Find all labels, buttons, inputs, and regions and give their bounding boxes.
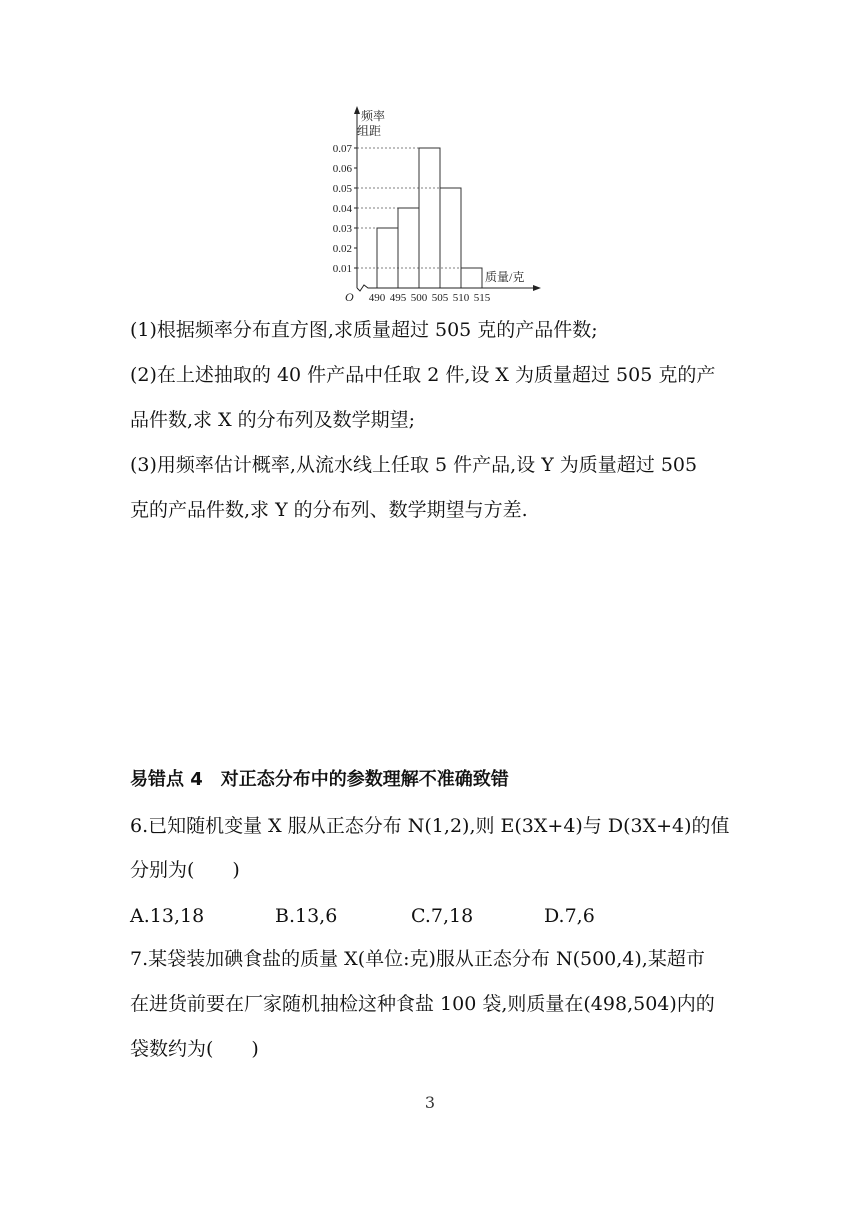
y-tick-label: 0.01 <box>332 263 352 275</box>
section-heading: 易错点 4 对正态分布中的参数理解不准确致错 <box>130 769 509 790</box>
frequency-histogram <box>318 102 548 306</box>
x-axis <box>357 285 537 291</box>
x-tick-label: 515 <box>473 292 491 304</box>
x-tick-label: 505 <box>431 292 449 304</box>
choice-c[interactable]: C.7,18 <box>411 905 474 927</box>
y-tick-label: 0.05 <box>332 183 352 195</box>
question-5-part-3-line-2: 克的产品件数,求 Y 的分布列、数学期望与方差. <box>130 499 528 521</box>
histogram-bar <box>461 268 482 288</box>
y-tick-label: 0.02 <box>332 243 352 255</box>
y-axis-label-top: 频率 <box>361 109 386 123</box>
y-tick-label: 0.06 <box>332 163 352 175</box>
x-tick-label: 510 <box>452 292 470 304</box>
y-tick-label: 0.03 <box>332 223 352 235</box>
histogram-bar <box>377 228 398 288</box>
question-5-part-3-line-1: (3)用频率估计概率,从流水线上任取 5 件产品,设 Y 为质量超过 505 <box>130 454 698 476</box>
question-7-line-3: 袋数约为( ) <box>130 1038 259 1060</box>
question-6-line-1: 6.已知随机变量 X 服从正态分布 N(1,2),则 E(3X+4)与 D(3X+4)的值 <box>130 815 730 837</box>
y-axis-arrow <box>354 106 360 114</box>
histogram-svg <box>318 102 548 306</box>
x-tick-label: 495 <box>389 292 407 304</box>
x-axis-arrow <box>533 285 541 291</box>
y-tick-label: 0.04 <box>332 203 352 215</box>
histogram-bar <box>419 148 440 288</box>
choice-a[interactable]: A.13,18 <box>130 905 205 927</box>
x-tick-label: 490 <box>368 292 386 304</box>
x-axis-label: 质量/克 <box>485 270 525 284</box>
question-5-part-2-line-1: (2)在上述抽取的 40 件产品中任取 2 件,设 X 为质量超过 505 克的产 <box>130 364 716 386</box>
question-7-line-2: 在进货前要在厂家随机抽检这种食盐 100 袋,则质量在(498,504)内的 <box>130 993 715 1015</box>
y-tick-label: 0.07 <box>332 143 352 155</box>
choice-b[interactable]: B.13,6 <box>275 905 338 927</box>
origin-label: O <box>345 290 354 304</box>
x-tick-label: 500 <box>410 292 428 304</box>
histogram-bar <box>398 208 419 288</box>
page-number: 3 <box>424 1093 436 1112</box>
choice-d[interactable]: D.7,6 <box>544 905 595 927</box>
question-5-part-2-line-2: 品件数,求 X 的分布列及数学期望; <box>130 409 416 431</box>
question-6-line-2: 分别为( ) <box>130 859 240 881</box>
y-axis-label-bottom: 组距 <box>357 124 382 138</box>
question-5-part-1: (1)根据频率分布直方图,求质量超过 505 克的产品件数; <box>130 319 598 341</box>
question-7-line-1: 7.某袋装加碘食盐的质量 X(单位:克)服从正态分布 N(500,4),某超市 <box>130 948 705 970</box>
histogram-bar <box>440 188 461 288</box>
